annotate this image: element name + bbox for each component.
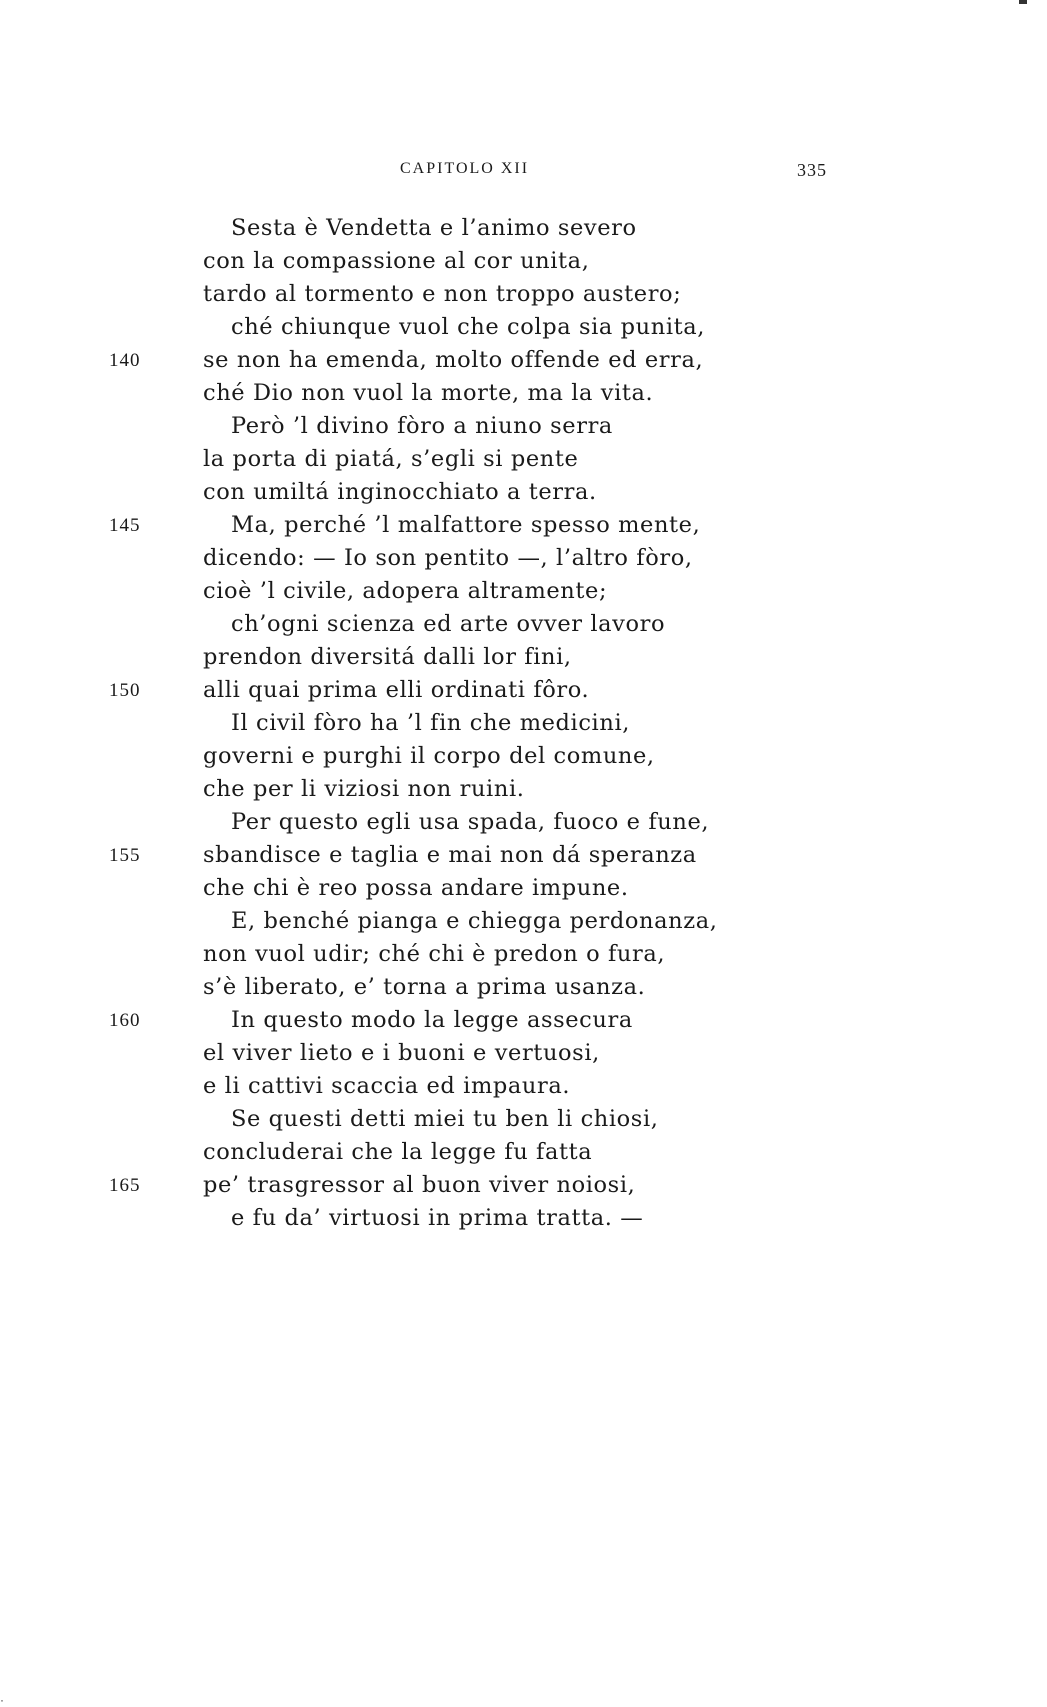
verse-text: Per questo egli usa spada, fuoco e fune, [231,809,710,835]
verse-text: alli quai prima elli ordinati fôro. [203,677,590,703]
verse-line [0,641,1047,674]
line-number: 160 [109,1010,141,1031]
verse-text: la porta di piatá, s’egli si pente [203,446,579,472]
verse-text: cioè ’l civile, adopera altramente; [203,578,608,604]
verse-line [0,905,1047,938]
verse-text: concluderai che la legge fu fatta [203,1139,593,1165]
verse-text: Il civil fòro ha ’l fin che medicini, [231,710,630,736]
line-number: 165 [109,1175,141,1196]
verse-line [0,1136,1047,1169]
verse-text: tardo al tormento e non troppo austero; [203,281,682,307]
verse-text: Sesta è Vendetta e l’animo severo [231,215,637,241]
line-number: 150 [109,680,141,701]
verse-line [0,278,1047,311]
verse-line [0,971,1047,1004]
verse-block [0,212,1047,1235]
verse-line [0,674,1047,707]
page-number: 335 [797,160,827,180]
line-number: 145 [109,515,141,536]
verse-text: ché chiunque vuol che colpa sia punita, [231,314,706,340]
verse-text: s’è liberato, e’ torna a prima usanza. [203,974,646,1000]
verse-text: governi e purghi il corpo del comune, [203,743,655,769]
verse-text: con la compassione al cor unita, [203,248,590,274]
verse-line [0,773,1047,806]
verse-text: se non ha emenda, molto offende ed erra, [203,347,704,373]
verse-line [0,509,1047,542]
verse-line [0,212,1047,245]
verse-line [0,608,1047,641]
verse-line [0,1103,1047,1136]
verse-line [0,344,1047,377]
bottom-edge-mark: · [0,1693,4,1707]
verse-line [0,1169,1047,1202]
verse-text: In questo modo la legge assecura [231,1007,633,1033]
verse-line [0,410,1047,443]
verse-line [0,1004,1047,1037]
verse-line [0,575,1047,608]
verse-text: Ma, perché ’l malfattore spesso mente, [231,512,701,538]
verse-line [0,806,1047,839]
running-head: CAPITOLO XII [400,160,530,177]
verse-text: e fu da’ virtuosi in prima tratta. — [231,1205,644,1231]
verse-text: prendon diversitá dalli lor fini, [203,644,572,670]
verse-line [0,1070,1047,1103]
verse-line [0,245,1047,278]
verse-line [0,476,1047,509]
verse-text: con umiltá inginocchiato a terra. [203,479,597,505]
verse-line [0,542,1047,575]
verse-text: ché Dio non vuol la morte, ma la vita. [203,380,654,406]
verse-text: Però ’l divino fòro a niuno serra [231,413,613,439]
verse-line [0,872,1047,905]
verse-line [0,740,1047,773]
verse-text: dicendo: — Io son pentito —, l’altro fòro, [203,545,693,571]
line-number: 155 [109,845,141,866]
verse-line [0,311,1047,344]
verse-text: el viver lieto e i buoni e vertuosi, [203,1040,600,1066]
verse-line [0,1037,1047,1070]
verse-line [0,839,1047,872]
verse-text: ch’ogni scienza ed arte ovver lavoro [231,611,666,637]
verse-line [0,707,1047,740]
verse-line [0,938,1047,971]
verse-text: Se questi detti miei tu ben li chiosi, [231,1106,659,1132]
verse-line [0,377,1047,410]
verse-text: che chi è reo possa andare impune. [203,875,629,901]
verse-text: sbandisce e taglia e mai non dá speranza [203,842,697,868]
verse-line [0,443,1047,476]
verse-text: E, benché pianga e chiegga perdonanza, [231,908,718,934]
verse-text: pe’ trasgressor al buon viver noiosi, [203,1172,636,1198]
corner-mark [1019,0,1027,4]
line-number: 140 [109,350,141,371]
verse-text: non vuol udir; ché chi è predon o fura, [203,941,666,967]
verse-text: che per li viziosi non ruini. [203,776,525,802]
verse-line [0,1202,1047,1235]
verse-text: e li cattivi scaccia ed impaura. [203,1073,571,1099]
